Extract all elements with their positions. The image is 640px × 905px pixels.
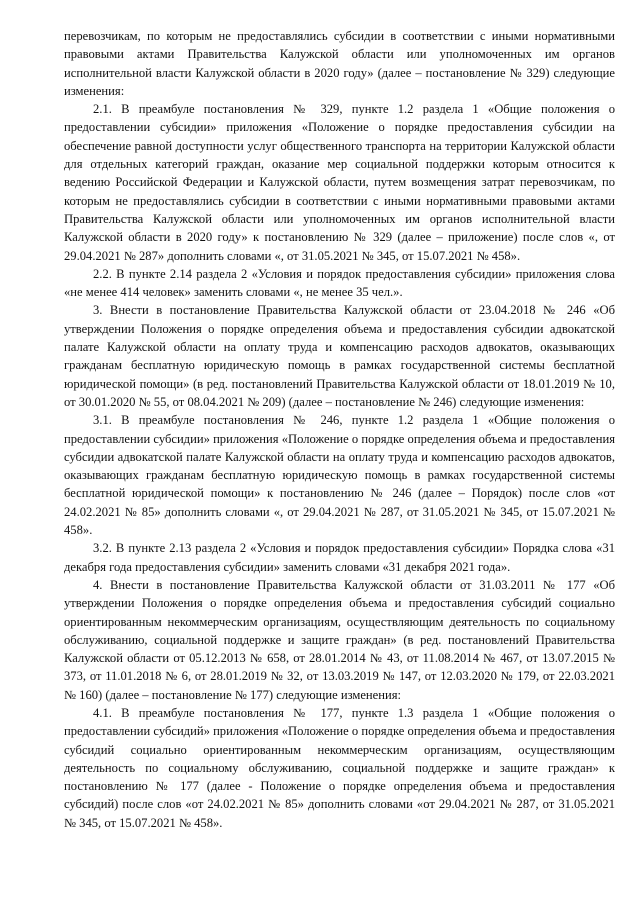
paragraph-3-1: 3.1. В преамбуле постановления № 246, пункте 1.2 раздела 1 «Общие положения о предоставлении субсидии» приложения «Положение о порядке определения объема и предоставления субсидии адвокатской палате Калужской области на оплату труда и компенсацию расходов адвокатов, оказывающих гражданам бесплатную юридическую помощь в рамках государственной системы бесплатной юридической помощи» к постановлению № 246 (далее – Порядок) после слов «от 24.02.2021 № 85» дополнить словами «, от 29.04.2021 № 287, от 31.05.2021 № 345, от 15.07.2021 № 458». bbox=[64, 413, 615, 538]
paragraph-3: 3. Внести в постановление Правительства Калужской области от 23.04.2018 № 246 «Об утверждении Положения о порядке определения объема и предоставления субсидии адвокатской палате Калужской области на оплату труда и компенсацию расходов адвокатов, оказывающих гражданам бесплатную юридическую помощь в рамках государственной системы бесплатной юридической помощи» (в ред. постановлений Правительства Калужской области от 18.01.2019 № 10, от 30.01.2020 № 55, от 08.04.2021 № 209) (далее – постановление № 246) следующие изменения: bbox=[64, 303, 615, 409]
paragraph-4: 4. Внести в постановление Правительства Калужской области от 31.03.2011 № 177 «Об утверждении Положения о порядке определения объема и предоставления субсидий социально ориентированным некоммерческим организациям, осуществляющим деятельность по социальному обслуживанию, социальной поддержке и защите граждан» (в ред. постановлений Правительства Калужской области от 05.12.2013 № 658, от 28.01.2014 № 43, от 11.08.2014 № 467, от 13.07.2015 № 373, от 11.01.2018 № 6, от 28.01.2019 № 32, от 13.03.2019 № 147, от 12.03.2020 № 179, от 22.03.2021 № 160) (далее – постановление № 177) следующие изменения: bbox=[64, 577, 615, 702]
paragraph-continuation: перевозчикам, по которым не предоставлялись субсидии в соответствии с иными нормативными правовыми актами Правительства Калужской области или уполномоченных им органов исполнительной власти Калужской области в 2020 году» (далее – постановление № 329) следующие изменения: bbox=[64, 29, 615, 98]
paragraph-4-1: 4.1. В преамбуле постановления № 177, пункте 1.3 раздела 1 «Общие положения о предоставлении субсидий» приложения «Положение о порядке определения объема и предоставления субсидий социально ориентированным некоммерческим организациям, осуществляющим деятельность по социальному обслуживанию, социальной поддержке и защите граждан» к постановлению № 177 (далее - Положение о порядке определения объема и предоставления субсидий) после слов «от 24.02.2021 № 85» дополнить словами «от 29.04.2021 № 287, от 31.05.2021 № 345, от 15.07.2021 № 458». bbox=[64, 705, 615, 830]
paragraph-3-2: 3.2. В пункте 2.13 раздела 2 «Условия и порядок предоставления субсидии» Порядка слова «31 декабря года предоставления субсидии» заменить словами «31 декабря 2021 года». bbox=[64, 541, 615, 574]
paragraph-2-1: 2.1. В преамбуле постановления № 329, пункте 1.2 раздела 1 «Общие положения о предоставлении субсидии» приложения «Положение о порядке предоставления субсидии на обеспечение равной доступности услуг общественного транспорта на территории Калужской области для отдельных категорий граждан, оказание мер социальной поддержки которым относится к ведению Российской Федерации и Калужской области, путем возмещения затрат перевозчикам, по которым не предоставлялись субсидии в соответствии с иными нормативными правовыми актами Правительства Калужской области или уполномоченных им органов исполнительной власти Калужской области в 2020 году» к постановлению № 329 (далее – приложение) после слов «, от 29.04.2021 № 287» дополнить словами «, от 31.05.2021 № 345, от 15.07.2021 № 458». bbox=[64, 102, 615, 263]
document-body bbox=[64, 27, 615, 832]
paragraph-2-2: 2.2. В пункте 2.14 раздела 2 «Условия и порядок предоставления субсидии» приложения слова «не менее 414 человек» заменить словами «, не менее 35 чел.». bbox=[64, 266, 615, 300]
